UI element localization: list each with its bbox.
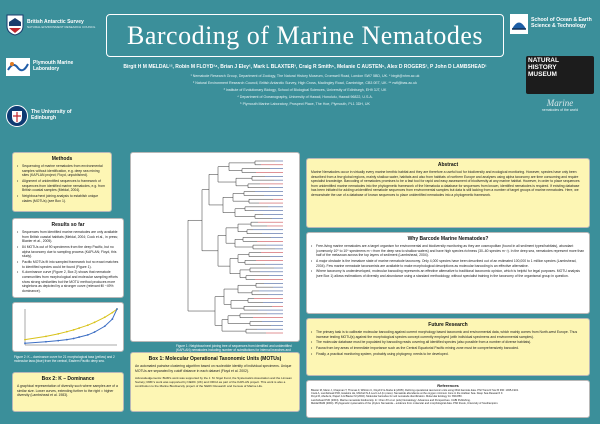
methods-title: Methods <box>51 156 73 162</box>
results-bullet: • Sequences from identified marine nematodes are only available from British coastal habitats (Meldal, 2004; Cook et al., in press; Blaxter et al., 2005). <box>17 230 119 244</box>
why-barcode-card <box>306 232 590 314</box>
future-research-bullet: • The molecular database must be populated by barcoding reads covering all identified species (also possible from a number of diverse habitats). <box>311 340 585 345</box>
authors-line: Birgit H M MELDAL¹², Robin M FLOYD³⁴, Brian J Eley², Mark L BLAXTER³, Craig R Smith⁵, Melanie C AUSTEN⁶, Alex D ROGERS², P John D LAMBSHEAD¹ <box>123 64 487 70</box>
affiliation-5: ⁵ Plymouth Marine Laboratory, Prospect Place, The Hoe, Plymouth, PL1 3DH, UK <box>240 102 370 106</box>
methods-bullet: • Sequencing of marine nematodes from environmental samples without identification, e.g. deep sea mining sites (KAPLAN project; Floyd, unpublished). <box>17 164 107 178</box>
reference-item: Lambshead PJD (2004). Marine nematode biodiversity. In: Chen ZX et al. (eds) Nematology: Advances and Perspectives. CABI Publishing. <box>311 398 471 402</box>
series-point <box>78 327 80 329</box>
box-2-title: Box 2: K – Dominance <box>41 376 95 382</box>
methods-bullet: • Alignment of unidentified sequences to framework of sequences from identified marine nematodes, e.g. from British coastal samples (Meldal, 2004). <box>17 179 107 193</box>
methods-bullet: • Neighbour/next joining analysis to establish unique clades (MOTUs) (see Box 1). <box>17 194 107 203</box>
why-barcode-bullet: • A major obstacle is the immature state of marine nematode taxonomy. Only 4,000 species have been described out of an estimated 100,000 to 1 million species (Lambshead, 2004). Few marine nematode taxonomists are available to make morphological descriptions as molecular barcoding is an effective alternative. <box>311 259 585 268</box>
nhm-line-1: NATURAL <box>528 57 559 64</box>
reference-item: Cook A, Lambshead PJD, Hawkins LE, Mitchell N & Levin LA (in press). Nematode abundance at the oxygen minimum zone in the Arabian Sea. Deep Sea Research II. <box>311 392 504 396</box>
future-research-bullet: • Finally, a practical monitoring system, probably using phylogeny, needs to be developed. <box>311 352 585 357</box>
series-point <box>24 339 26 341</box>
marine-logo-big: Marine <box>546 98 574 108</box>
why-barcode-bullet: • Where taxonomy is underdeveloped, molecular barcoding represents an effective alternative to traditional taxonomic opinion, which is helpful for legal purposes. MOTU analysis (see Box 1) allows estimations of diversity and abundance using a standard methodology, without specialist training in the taxonomy of the organismal group in question. <box>311 269 585 278</box>
series-point <box>87 334 89 336</box>
references-card <box>306 380 590 418</box>
results-bullet: • K-dominance curve (Figure 2, Box 2) shows that nematode communities from morphological and molecular sampling efforts show strong similarities but the MOTU method produces more singletons as depicted by a stronger curve (relevant fill ~49% dominance). <box>17 270 119 293</box>
k-dominance-chart <box>15 305 121 351</box>
box-1-text: An automated pairwise clustering algorithm based on nucleotide identity of individual specimens. Unique MOTUs are separated by cutoff distance in each dataset (Floyd et al. 2002). <box>135 364 292 373</box>
pml-wave-icon <box>6 58 30 76</box>
future-research-bullet: • Fauna from key areas of immediate importance such as the Central Equatorial Pacific mining zone must be comprehensively barcoded. <box>311 346 585 351</box>
edinburgh-logo-name: The University of Edinburgh <box>31 109 72 121</box>
reference-item: Floyd R, Abebe E, Papert A & Blaxter M (2002). Molecular barcodes for soil nematode identification. Molecular Ecology 11: 839-850. <box>311 395 463 399</box>
series-point <box>57 340 59 342</box>
results-card <box>12 218 124 298</box>
nhm-line-3: MUSEUM <box>528 70 557 78</box>
results-title: Results so far <box>51 222 85 228</box>
results-bullet: • Pacific MOTUs fit into sampled framework but no exact matches to identified species could be found (Figure 1). <box>17 260 119 269</box>
reference-item: Meldal BHM (2004). Phylogenetic systematics of the phylum Nematoda – evidence from molecular and morphological data. PhD thesis, University of Southampton. <box>311 401 499 405</box>
british-antarctic-survey-logo <box>6 14 98 36</box>
abstract-text: Marine Nematodes occur in virtually every marine benthic habitat and they are therefore a useful tool for biodiversity and ecological monitoring. However, species have only been described from a few global regions, mainly shallow-water, habitats and also from habitats of northern Europe and analyses using alpha taxonomy are time consuming and require specialist knowledge. Barcoding of nematodes promises to be a fast tool for rapid and easy assessment of biodiversity at any marine habitat. However, in order to place sequences from unidentified marine nematodes into the phylogenetic framework of the Nematoda a database for sequences from known, identified nematodes is required. If existing database has been initiated for adding unidentified nematode sequences from environmental samples but data is still lacking from a number of target groups of marine nematodes. Here, we demonstrate the use of a database of known sequences to place unidentified nematodes into a phylogenetic framework. <box>311 170 580 197</box>
university-of-edinburgh-logo <box>6 104 98 128</box>
box-2-text: A graphical representation of diversity such where samples are of a similar size. Lower curves, extending further to the right = higher diversity (Lambshead et al. 1983). <box>17 384 118 398</box>
series-point <box>24 342 26 344</box>
soes-emblem-icon <box>510 14 528 34</box>
box-1-card <box>130 352 300 412</box>
affiliation-2: ² Natural Environment Research Council, British Antarctic Survey, High Cross, Madingley Road, Cambridge, CB3 0ET, UK. ** rwfl@bas.ac.uk <box>193 81 417 85</box>
series-point <box>94 331 96 333</box>
bas-logo-sub: NATURAL ENVIRONMENT RESEARCH COUNCIL <box>27 25 96 30</box>
natural-history-museum-logo <box>526 56 594 94</box>
results-bullet: • 84 MOTUs out of 90 specimens from the deep Pacific, but no alpha taxonomy due to sampling process (KAPLAN; Floyd, this study). <box>17 245 119 259</box>
future-research-bullet: • The primary task is to calibrate molecular barcoding against current morphology based taxonomic and environmental data, which mainly comes from North-west Europe. Thus increase testing MOTU(s) against the morphological species concept currently employed (with individual specimens and environmental samples). <box>311 330 585 339</box>
why-barcode-title: Why Barcode Marine Nematodes? <box>407 236 489 242</box>
soes-logo <box>510 14 598 34</box>
figure-1-caption: Figure 1: Neighbour/next joining tree of sequences from identified and unidentified (KAPLAN) nematodes including number of substitutions for internal branches and <box>176 344 292 353</box>
figure-2-card <box>12 302 124 352</box>
abstract-title: Abstract <box>437 162 459 168</box>
affiliation-1: ¹ Nematode Research Group, Department of Zoology, The Natural History Museum, Cromwell Road, London SW7 5BD, UK. * birgit@nhm.ac.uk <box>190 74 420 78</box>
future-research-card <box>306 318 590 376</box>
abstract-card <box>306 158 590 228</box>
box-1-title: Box 1: Molecular Operational Taxonomic Units (MOTUs) <box>148 356 282 362</box>
bas-logo-name: British Antarctic Survey <box>27 19 84 26</box>
series-point <box>57 333 59 335</box>
box-2-card <box>12 372 124 412</box>
edinburgh-crest-icon <box>6 104 28 128</box>
series-point <box>104 325 106 327</box>
soes-logo-name: School of Ocean & Earth Science & Technology <box>531 17 592 29</box>
pml-logo-name: Plymouth Marine Laboratory <box>33 60 74 72</box>
plymouth-marine-laboratory-logo <box>6 58 98 76</box>
series-point <box>87 324 89 326</box>
marine-nematodes-logo <box>524 98 596 112</box>
phylogenetic-tree <box>133 155 297 339</box>
series-point <box>111 312 113 314</box>
acknowledgements: Acknowledgements: BHM's work was supported by the J. M. Nigel Fund, the Systematics Association and the Linnean Society; RMF's work was supported by NERC (UK) and ORCA as part of the KAPLAN project. This work is also a contribution to the Marine Biodiversity project of the NERC Research and Census of Marine Life. <box>135 376 292 389</box>
series-point <box>73 338 75 340</box>
series-point <box>104 316 106 318</box>
why-barcode-list <box>311 244 585 279</box>
future-research-list <box>311 330 585 357</box>
series-point <box>94 321 96 323</box>
figure-1-card <box>130 152 300 342</box>
series-point <box>66 331 68 333</box>
methods-card <box>12 152 112 212</box>
chart-background <box>15 305 121 351</box>
series-point <box>73 329 75 331</box>
series-point <box>45 341 47 343</box>
marine-logo-small: nematodes of the world <box>541 108 579 112</box>
future-research-title: Future Research <box>428 322 468 328</box>
affiliation-4: ⁴ Department of Oceanography, University of Hawaii, Honolulu, Hawaii 96822, U.S.A. <box>237 95 373 99</box>
poster-title: Barcoding of Marine Nematodes <box>106 14 504 57</box>
series-point <box>116 308 118 310</box>
why-barcode-bullet: • Free-living marine nematodes are a target organism for environmental and biodiversity monitoring as they are cosmopolitan (found in all sediment types/habitats), abundant (commonly 10⁵ to 10⁶ specimens m⁻² from the deep sea to shallow waters) and have high species richness (30–60 species m⁻²). In the deep sea, nematodes represent more than half of the metazoan across the top layers of sediment (Lambshead, 2004). <box>311 244 585 258</box>
series-point <box>66 339 68 341</box>
series-point <box>45 335 47 337</box>
series-point <box>78 336 80 338</box>
bas-shield-icon <box>6 14 24 36</box>
figure-2-caption: Figure 2: K – dominance curve for 21 morphological taxa (yellow) and 2 molecular taxa (blue) from the central, Eastern Pacific deep sea. <box>14 355 115 364</box>
results-list <box>17 230 119 293</box>
series-point <box>111 318 113 320</box>
reference-item: Blaxter M, Mann J, Chapman T, Thomas F, Whitton C, Floyd R & Abebe E (2005). Defining operational taxonomic units using DNA barcode data. Phil Trans R Soc B 360: 1935-1943. <box>311 389 519 392</box>
affiliation-3: ³ Institute of Evolutionary Biology, School of Biological Sciences, University of Edinburgh, EH9 3JT, UK <box>223 88 387 92</box>
references-title: References <box>437 383 459 388</box>
methods-list <box>17 164 107 203</box>
nhm-line-2: HISTORY <box>528 63 557 71</box>
